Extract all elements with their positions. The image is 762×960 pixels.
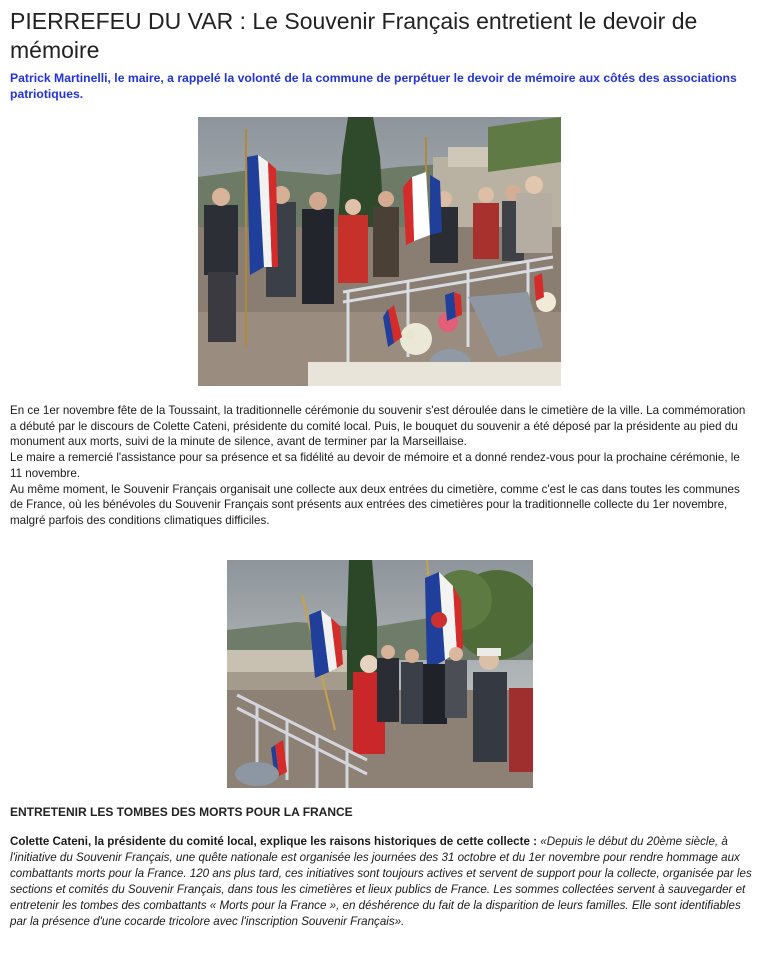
- quote-intro: Colette Cateni, la présidente du comité local, explique les raisons historiques de cette collecte :: [10, 835, 538, 848]
- paragraph: Le maire a remercié l'assistance pour sa présence et sa fidélité au devoir de mémoire et a donné rendez-vous pour la prochaine cérémonie, le 11 novembre.: [10, 451, 740, 480]
- quote-text: «Depuis le début du 20ème siècle, à l'initiative du Souvenir Français, une quête nationale est organisée les journées des 31 octobre et du 1er novembre pour rendre hommage aux combattants morts pour la France. 120 ans plus tard, ces initiatives sont toujours actives et servent de support pour la collecte, organisée par les sections et comités du Souvenir Français, dans tous les cimetières et lieux publics de France. Les sommes collectées servent à sauvegarder et entretenir les tombes des combattants « Morts pour la France », en déshérence du fait de la disparition de leurs familles. Elle sont identifiables par la présence d'une cocarde tricolore avec l'inscription Souvenir Français».: [10, 835, 752, 928]
- quote-paragraph: [10, 834, 755, 930]
- article-body: [10, 403, 750, 529]
- article-lead: Patrick Martinelli, le maire, a rappelé la volonté de la commune de perpétuer le devoir de mémoire aux côtés des associations patriotiques.: [10, 71, 737, 101]
- article-title: PIERREFEU DU VAR : Le Souvenir Français entretient le devoir de mémoire: [10, 8, 698, 63]
- paragraph: Au même moment, le Souvenir Français organisait une collecte aux deux entrées du cimetière, comme c'est le cas dans toutes les communes de France, où les bénévoles du Souvenir Français sont présents aux entrées des cimetières pour la traditionnelle collecte du 1er novembre, malgré parfois des conditions climatiques difficiles.: [10, 482, 740, 527]
- section-heading: ENTRETENIR LES TOMBES DES MORTS POUR LA FRANCE: [10, 805, 353, 819]
- collecte-photo: [227, 560, 533, 788]
- ceremony-photo: [198, 117, 561, 386]
- paragraph: En ce 1er novembre fête de la Toussaint, la traditionnelle cérémonie du souvenir s'est déroulée dans le cimetière de la ville. La commémoration a débuté par le discours de Colette Cateni, présidente du comité local. Puis, le bouquet du souvenir a été déposé par la présidente au pied du monument aux morts, suivi de la minute de silence, avant de terminer par la Marseillaise.: [10, 404, 746, 449]
